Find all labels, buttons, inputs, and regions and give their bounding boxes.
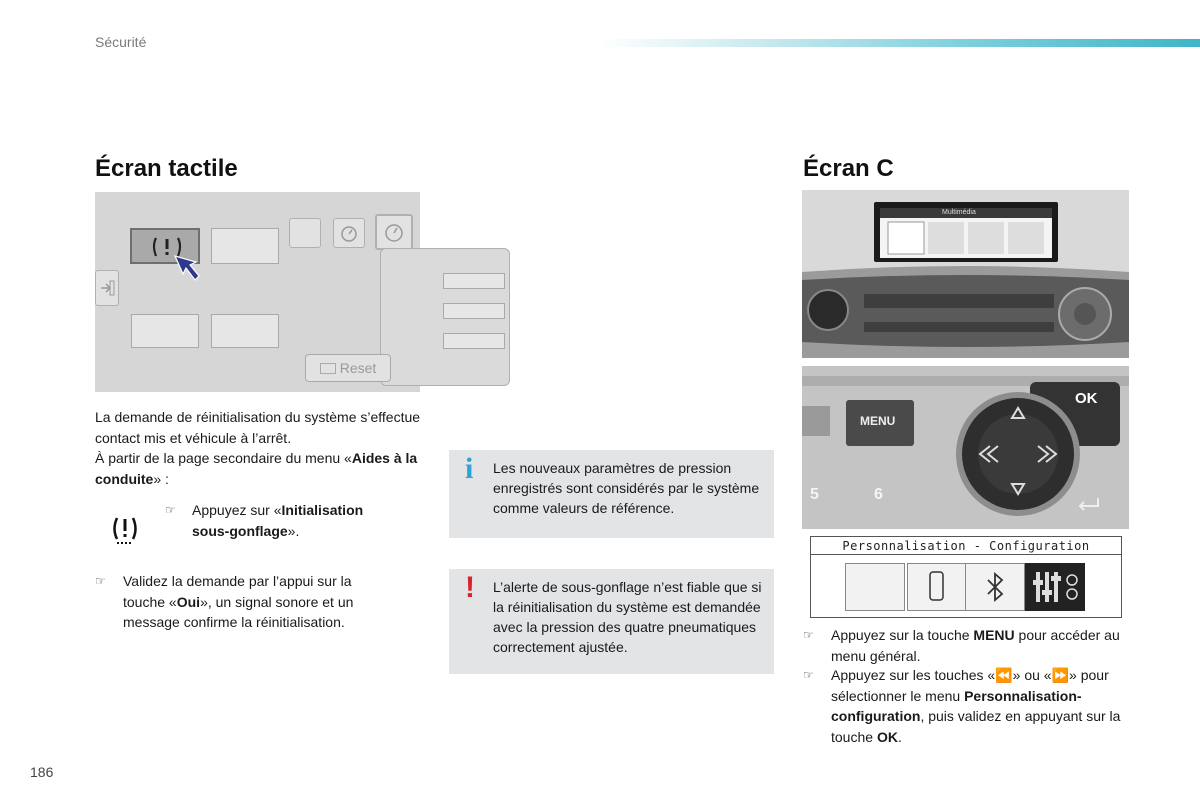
step-validate <box>123 571 393 633</box>
key-5-label: 5 <box>810 486 819 503</box>
touch-screen-illustration <box>95 192 420 392</box>
menu-step-bold: MENU <box>973 627 1015 643</box>
warning-note-box <box>449 569 774 674</box>
dashboard-photo <box>802 190 1129 358</box>
intro-text: La demande de réinitialisation du système s’effectue contact mis et véhicule à l’arrêt. <box>95 409 421 446</box>
select-step-end: . <box>897 728 902 745</box>
select-step-middle: » ou « <box>1012 667 1052 683</box>
touch-button-empty-2 <box>131 314 199 348</box>
step-1-bold: Initialisation sous-gonflage <box>192 502 364 539</box>
settings-tab-icon <box>289 218 321 248</box>
panel-bar-1 <box>443 273 505 289</box>
step-1-prefix: Appuyez sur « <box>192 502 282 518</box>
step-1-suffix: ». <box>287 522 300 539</box>
pointing-hand-icon: ☞ <box>95 574 106 588</box>
menu-name: Aides à la conduite <box>95 450 418 487</box>
menu-suffix: » : <box>153 470 169 487</box>
key-6-label: 6 <box>874 486 883 503</box>
select-step-prefix: Appuyez sur les touches « <box>831 667 996 683</box>
ok-key-label: OK <box>1075 390 1098 407</box>
tpms-warning-icon <box>110 514 140 546</box>
select-step-ok: OK <box>876 728 898 745</box>
touch-button-empty-1 <box>211 228 279 264</box>
forward-key-icon: ⏩ <box>1051 667 1070 683</box>
touch-screen-title: Écran tactile <box>95 155 238 182</box>
cursor-arrow-icon <box>173 254 203 284</box>
warning-exclamation-icon: ! <box>465 571 475 604</box>
menu-step-suffix: pour accéder au menu général. <box>831 627 1120 664</box>
info-note-text: Les nouveaux paramètres de pression enregistrés sont considérés par le système comme valeurs de référence. <box>493 460 760 516</box>
step-2-prefix: Validez la demande par l’appui sur la touche « <box>123 573 352 610</box>
select-step-suffix: , puis validez en appuyant sur la touche <box>831 708 1121 745</box>
phone-icon <box>907 563 967 611</box>
pointing-hand-icon: ☞ <box>165 503 176 517</box>
page-number: 186 <box>30 764 54 780</box>
back-tab-icon <box>95 270 119 306</box>
rewind-key-icon: ⏪ <box>995 667 1013 683</box>
step-initialisation <box>192 500 402 541</box>
reset-label: Reset <box>339 360 377 376</box>
select-step-after: » pour sélectionner le menu <box>831 667 1109 704</box>
touch-button-empty-3 <box>211 314 279 348</box>
driving-aids-tab-icon <box>333 218 365 248</box>
step-2-suffix: », un signal sonore et un message confirme la réinitialisation. <box>123 593 354 630</box>
pointing-hand-icon: ☞ <box>803 628 814 642</box>
step-menu <box>831 625 1131 666</box>
menu-step-prefix: Appuyez sur la touche <box>831 627 974 643</box>
menu-prefix: À partir de la page secondaire du menu « <box>95 450 352 466</box>
bluetooth-icon <box>965 563 1025 611</box>
info-icon: i <box>465 452 474 485</box>
control-panel-photo <box>802 366 1129 529</box>
screen-c-title: Écran C <box>803 155 894 182</box>
panel-bar-3 <box>443 333 505 349</box>
reset-button-illustration <box>305 354 391 382</box>
info-note-box <box>449 450 774 538</box>
step-select <box>831 665 1131 747</box>
screen-title: Multimédia <box>942 209 976 216</box>
select-step-menu-name: Personnalisation-configuration <box>831 687 1082 724</box>
personalisation-screen <box>810 536 1122 618</box>
warning-note-text: L’alerte de sous-gonflage n’est fiable que si la réinitialisation du système est demandée avec la pression des quatre pneumatiques correctement ajustée. <box>493 579 762 655</box>
intro-paragraph <box>95 407 425 489</box>
pointing-hand-icon: ☞ <box>803 668 814 682</box>
configuration-icon <box>1025 563 1085 611</box>
secondary-page-panel <box>380 248 510 386</box>
panel-bar-2 <box>443 303 505 319</box>
menu-key-label: MENU <box>860 414 896 428</box>
section-label: Sécurité <box>95 34 147 50</box>
header-gradient-bar <box>600 39 1200 47</box>
driving-aids-active-tab-icon <box>375 214 413 250</box>
personalisation-screen-title: Personnalisation - Configuration <box>811 537 1121 555</box>
multimedia-icon <box>845 563 905 611</box>
step-2-bold: Oui <box>176 593 201 610</box>
